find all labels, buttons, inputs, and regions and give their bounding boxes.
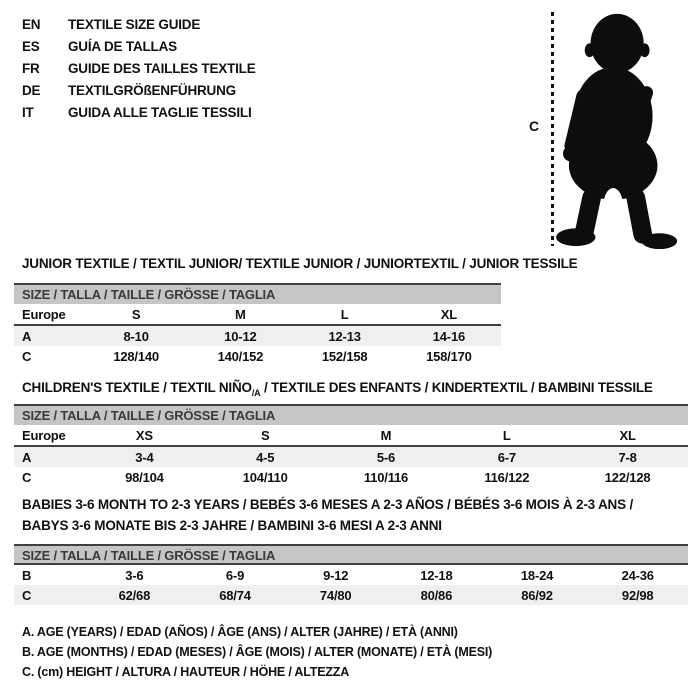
language-code: IT <box>22 104 34 120</box>
table-cell: 68/74 <box>219 587 251 603</box>
row-label: C <box>22 348 32 364</box>
section-title-line: CHILDREN'S TEXTILE / TEXTIL $NIÑO_{/A}$ / TEXTILE DES ENFANTS / KINDERTEXTIL / BAMBINI TESSILE <box>22 380 653 398</box>
table-cell: 86/92 <box>521 587 553 603</box>
table-cell: 128/140 <box>113 348 159 364</box>
table-cell: XL <box>619 427 636 443</box>
table-size-header: SIZE / TALLA / TAILLE / GRÖSSE / TAGLIA <box>14 285 501 304</box>
table-cell: 74/80 <box>319 587 352 603</box>
language-code: ES <box>22 38 40 54</box>
table-cell: 80/86 <box>420 587 453 603</box>
table-cell: 104/110 <box>242 469 288 485</box>
table-data-row <box>14 467 688 487</box>
row-label: Europe <box>22 427 66 443</box>
table-cell: XS <box>135 427 153 443</box>
table-cell: M <box>235 306 246 322</box>
row-label: C <box>22 469 32 485</box>
section-title-babies <box>22 494 633 536</box>
language-code: FR <box>22 60 40 76</box>
table-cell: 14-16 <box>432 328 465 344</box>
table-cell: 24-36 <box>621 567 654 583</box>
table-cell: 92/98 <box>621 587 654 603</box>
section-title-line: BABYS 3-6 MONATE BIS 2-3 JAHRE / BAMBINI 3-6 MESI A 2-3 ANNI <box>22 518 442 533</box>
footnote-line: B. AGE (MONTHS) / EDAD (MESES) / ÂGE (MOIS) / ALTER (MONATE) / ETÀ (MESI) <box>22 645 493 659</box>
table-scale-row <box>14 304 501 326</box>
language-guide-title: TEXTILE SIZE GUIDE <box>68 16 201 32</box>
section-title-children <box>22 377 653 404</box>
table-cell: 3-6 <box>125 567 144 583</box>
table-cell: 9-12 <box>323 567 349 583</box>
language-code: EN <box>22 16 41 32</box>
row-label: B <box>22 567 32 583</box>
table-cell: 158/170 <box>426 348 472 364</box>
table-cell: 8-10 <box>123 328 149 344</box>
language-row <box>22 79 256 101</box>
footnote-legend <box>22 622 492 682</box>
language-guide-title: GUIDA ALLE TAGLIE TESSILI <box>68 104 252 120</box>
section-title-line: JUNIOR TEXTILE / TEXTIL JUNIOR/ TEXTILE JUNIOR / JUNIORTEXTIL / JUNIOR TESSILE <box>22 256 578 271</box>
language-code: DE <box>22 82 41 98</box>
footnote-line: A. AGE (YEARS) / EDAD (AÑOS) / ÂGE (ANS) / ALTER (JAHRE) / ETÀ (ANNI) <box>22 625 458 639</box>
table-size-header: SIZE / TALLA / TAILLE / GRÖSSE / TAGLIA <box>14 406 688 425</box>
language-row <box>22 101 256 123</box>
table-size-header: SIZE / TALLA / TAILLE / GRÖSSE / TAGLIA <box>14 546 688 565</box>
table-cell: 140/152 <box>217 348 264 364</box>
table-data-row <box>14 565 688 585</box>
footnote-line: C. (cm) HEIGHT / ALTURA / HAUTEUR / HÖHE / ALTEZZA <box>22 665 350 679</box>
table-cell: M <box>380 427 392 443</box>
table-cell: S <box>131 306 141 322</box>
section-title-line: BABIES 3-6 MONTH TO 2-3 YEARS / BEBÉS 3-6 MESES A 2-3 AÑOS / BÉBÉS 3-6 MOIS À 2-3 ANS / <box>22 497 633 512</box>
table-data-row <box>14 585 688 605</box>
language-guide-title: TEXTILGRÖßENFÜHRUNG <box>68 82 236 98</box>
measure-label-c: C <box>529 118 539 134</box>
table-cell: 18-24 <box>520 567 554 583</box>
table-cell: 116/122 <box>484 469 530 485</box>
table-cell: 6-7 <box>497 449 516 465</box>
table-cell: 6-9 <box>225 567 245 583</box>
table-cell: 98/104 <box>125 469 164 485</box>
language-row <box>22 57 256 79</box>
toddler-silhouette-icon <box>550 6 700 252</box>
language-row <box>22 35 256 57</box>
language-row <box>22 13 256 35</box>
children-size-table <box>14 404 688 487</box>
table-data-row <box>14 326 501 346</box>
language-list <box>22 13 256 123</box>
junior-size-table <box>14 283 501 366</box>
section-title-junior <box>22 253 577 274</box>
table-cell: 5-6 <box>376 449 396 465</box>
row-label: C <box>22 587 32 603</box>
table-cell: 110/116 <box>363 469 409 485</box>
table-cell: 3-4 <box>135 449 154 465</box>
table-data-row <box>14 346 501 366</box>
language-guide-title: GUÍA DE TALLAS <box>68 38 177 54</box>
table-cell: 10-12 <box>224 328 257 344</box>
row-label: A <box>22 449 32 465</box>
table-cell: 12-18 <box>420 567 453 583</box>
table-scale-row <box>14 425 688 447</box>
table-cell: 7-8 <box>618 449 637 465</box>
row-label: Europe <box>22 306 66 322</box>
table-cell: 12-13 <box>328 328 361 344</box>
table-cell: 4-5 <box>256 449 275 465</box>
table-data-row <box>14 447 688 467</box>
babies-size-table <box>14 544 688 605</box>
table-cell: 152/158 <box>321 348 368 364</box>
table-cell: L <box>502 427 511 443</box>
table-cell: L <box>340 306 349 322</box>
table-cell: S <box>260 427 270 443</box>
table-cell: 122/128 <box>604 469 651 485</box>
table-cell: XL <box>440 306 457 322</box>
language-guide-title: GUIDE DES TAILLES TEXTILE <box>68 60 256 76</box>
table-cell: 62/68 <box>118 587 151 603</box>
row-label: A <box>22 328 32 344</box>
